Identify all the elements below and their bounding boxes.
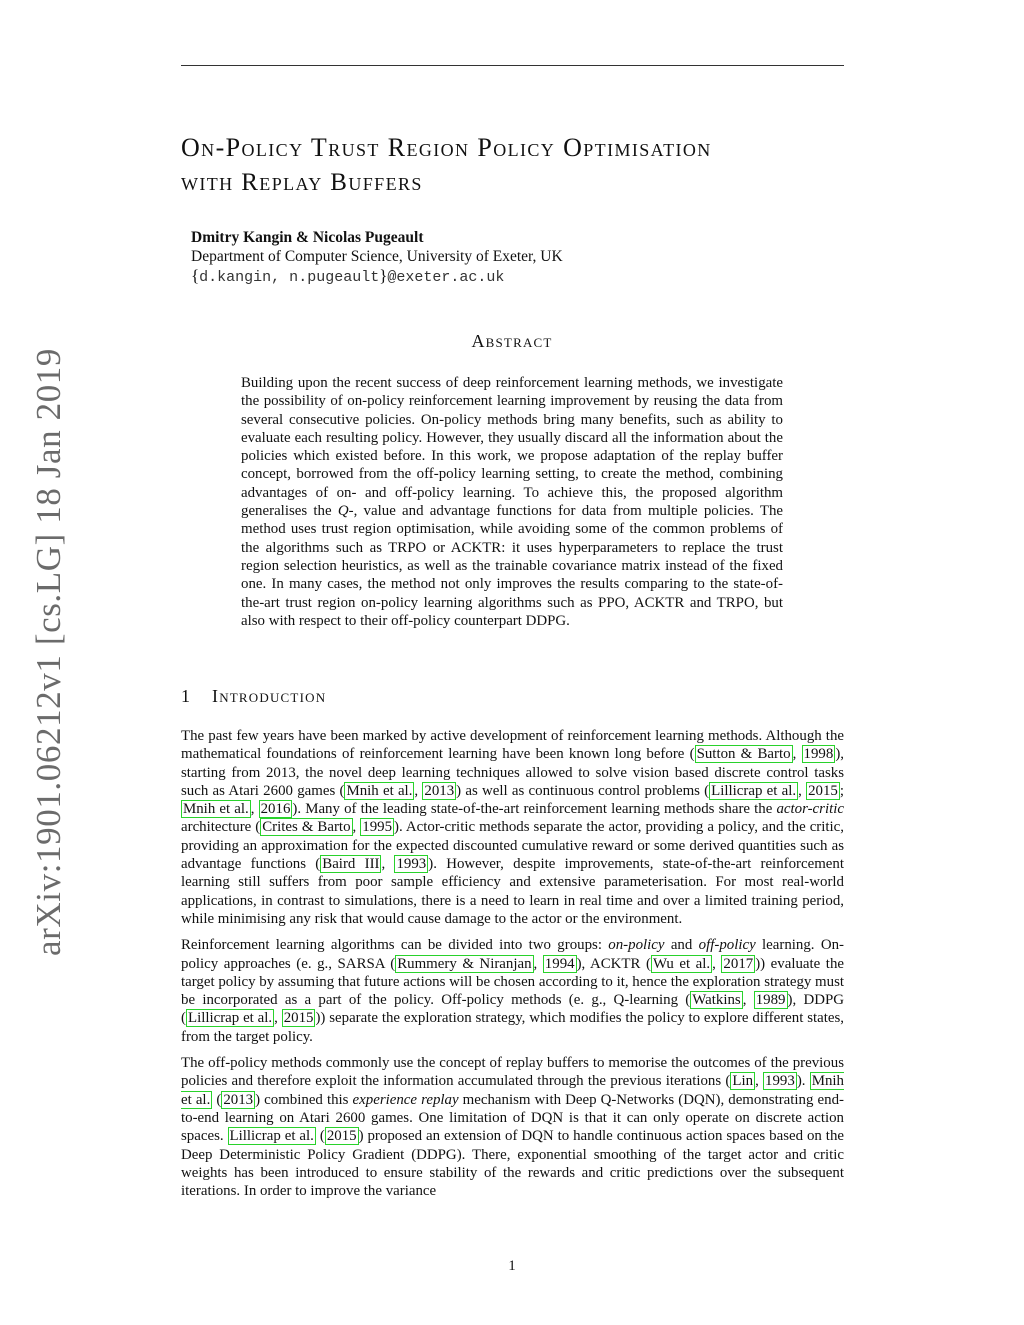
citation-link[interactable]: Crites & Barto xyxy=(262,819,351,836)
citation-link[interactable]: Baird III xyxy=(322,856,380,873)
citation-link[interactable]: Lillicrap et al. xyxy=(187,1010,273,1027)
citation-link[interactable]: Mnih et al. xyxy=(346,782,413,799)
citation-link[interactable]: 1993 xyxy=(396,856,427,873)
citation-link[interactable]: 2013 xyxy=(223,1091,254,1108)
citation-link[interactable]: 2015 xyxy=(283,1010,314,1027)
title-line-2: with Replay Buffers xyxy=(181,169,423,196)
author-names: Dmitry Kangin & Nicolas Pugeault xyxy=(191,229,424,246)
title-line-1: On-Policy Trust Region Policy Optimisation xyxy=(181,133,712,162)
paper-title xyxy=(181,130,851,200)
section-body xyxy=(181,727,844,1208)
paragraph-3: The off-policy methods commonly use the concept of replay buffers to memorise the outcomes of the previous policies and therefore exploit the information accumulated through the previous iterations ( Lin , 1993 ). Mnih et al. ( 2013 ) combined this experience replay mechanism with Deep Q-Networks (DQN), demonstrating end-to-end learning on Atari 2600 games. One limitation of DQN is that it can only operate on discrete action spaces. Lillicrap et al. ( 2015 ) proposed an extension of DQN to handle continuous action spaces based on the Deep Deterministic Policy Gradient (DDPG). There, exponential smoothing of the target actor and critic weights has been introduced to ensure stability of the rewards and critic predictions over the subsequent iterations. In order to improve the variance xyxy=(181,1055,845,1200)
top-rule xyxy=(181,65,844,66)
author-email: {d.kangin, n.pugeault}@exeter.ac.uk xyxy=(191,266,505,286)
section-title: Introduction xyxy=(212,686,327,706)
citation-link[interactable]: 2013 xyxy=(424,782,455,799)
paragraph-1: The past few years have been marked by active development of reinforcement learning methods. Although the mathematical foundations of reinforcement learning have been known long before ( Sutton & Barto , 1998 ), starting from 2013, the novel deep learning techniques allowed to solve vision based discrete control tasks such as Atari 2600 games ( Mnih et al. , 2013 ) as well as continuous control problems ( Lillicrap et al. , 2015 ; Mnih et al. , 2016 ). Many of the leading state-of-the-art reinforcement learning methods share the actor-critic architecture ( Crites & Barto , 1995 ). Actor-critic methods separate the actor, providing a policy, and the critic, providing an approximation for the expected discounted cumulative reward or some derived quantities such as advantage functions ( Baird III , 1993 ). However, despite improvements, state-of-the-art reinforcement learning still suffers from poor sample efficiency and extensive parameterisation. For most real-world applications, in contrast to simulations, there is a need to learn in real time and over a limited training period, while minimising any risk that would cause damage to the actor or the environment. xyxy=(181,728,845,927)
arxiv-stamp: arXiv:1901.06212v1 [cs.LG] 18 Jan 2019 xyxy=(29,348,68,956)
citation-link[interactable]: 1998 xyxy=(803,746,834,763)
section-number: 1 xyxy=(181,686,192,706)
author-affiliation: Department of Computer Science, University of Exeter, UK xyxy=(191,248,563,265)
section-heading xyxy=(181,686,326,707)
citation-link[interactable]: 1995 xyxy=(362,819,393,836)
citation-link[interactable]: Mnih et al. xyxy=(183,801,249,818)
citation-link[interactable]: Lin xyxy=(732,1073,754,1090)
citation-link[interactable]: 2017 xyxy=(723,955,754,972)
citation-link[interactable]: 2015 xyxy=(326,1128,357,1145)
abstract-heading: Abstract xyxy=(471,331,553,351)
citation-link[interactable]: 1993 xyxy=(765,1073,795,1090)
citation-link[interactable]: Lillicrap et al. xyxy=(711,782,797,799)
citation-link[interactable]: Watkins xyxy=(692,992,741,1009)
citation-link[interactable]: Mnih et al. xyxy=(181,1073,845,1108)
citation-link[interactable]: Sutton & Barto xyxy=(696,746,791,763)
author-block xyxy=(191,228,563,287)
citation-link[interactable]: Rummery & Niranjan xyxy=(397,955,532,972)
citation-link[interactable]: 1989 xyxy=(755,992,786,1009)
citation-link[interactable]: 2016 xyxy=(260,801,291,818)
citation-link[interactable]: Wu et al. xyxy=(652,955,711,972)
page-number: 1 xyxy=(508,1258,516,1274)
citation-link[interactable]: 1994 xyxy=(544,955,575,972)
paragraph-2: Reinforcement learning algorithms can be divided into two groups: on-policy and off-policy learning. On-policy approaches (e. g., SARSA ( Rummery & Niranjan , 1994 ), ACKTR ( Wu et al. , 2017 )) evaluate the target policy by assuming that future actions will be chosen according to it, hence the exploration strategy must be incorporated as a part of the policy. Off-policy methods (e. g., Q-learning ( Watkins , 1989 ), DDPG ( Lillicrap et al. , 2015 )) separate the exploration strategy, which modifies the policy to explore different states, from the target policy. xyxy=(181,937,845,1045)
abstract-text: Building upon the recent success of deep reinforcement learning methods, we investigate the possibility of on-policy reinforcement learning improvement by reusing the data from several consecutive policies. On-policy methods bring many benefits, such as ability to evaluate each resulting policy. However, they usually discard all the information about the policies which existed before. In this work, we propose adaptation of the replay buffer concept, borrowed from the off-policy learning setting, to create the method, combining advantages of on- and off-policy learning. To achieve this, the proposed algorithm generalises the Q-, value and advantage functions for data from multiple policies. The method uses trust region optimisation, while avoiding some of the common problems of the algorithms such as TRPO or ACKTR: it uses hyperparameters to replace the trust region selection heuristics, as well as the trainable covariance matrix instead of the fixed one. In many cases, the method not only improves the results comparing to the state-of-the-art trust region on-policy learning algorithms such as PPO, ACKTR and TRPO, but also with respect to their off-policy counterpart DDPG. xyxy=(241,375,783,629)
citation-link[interactable]: Lillicrap et al. xyxy=(229,1128,314,1145)
citation-link[interactable]: 2015 xyxy=(808,782,838,799)
